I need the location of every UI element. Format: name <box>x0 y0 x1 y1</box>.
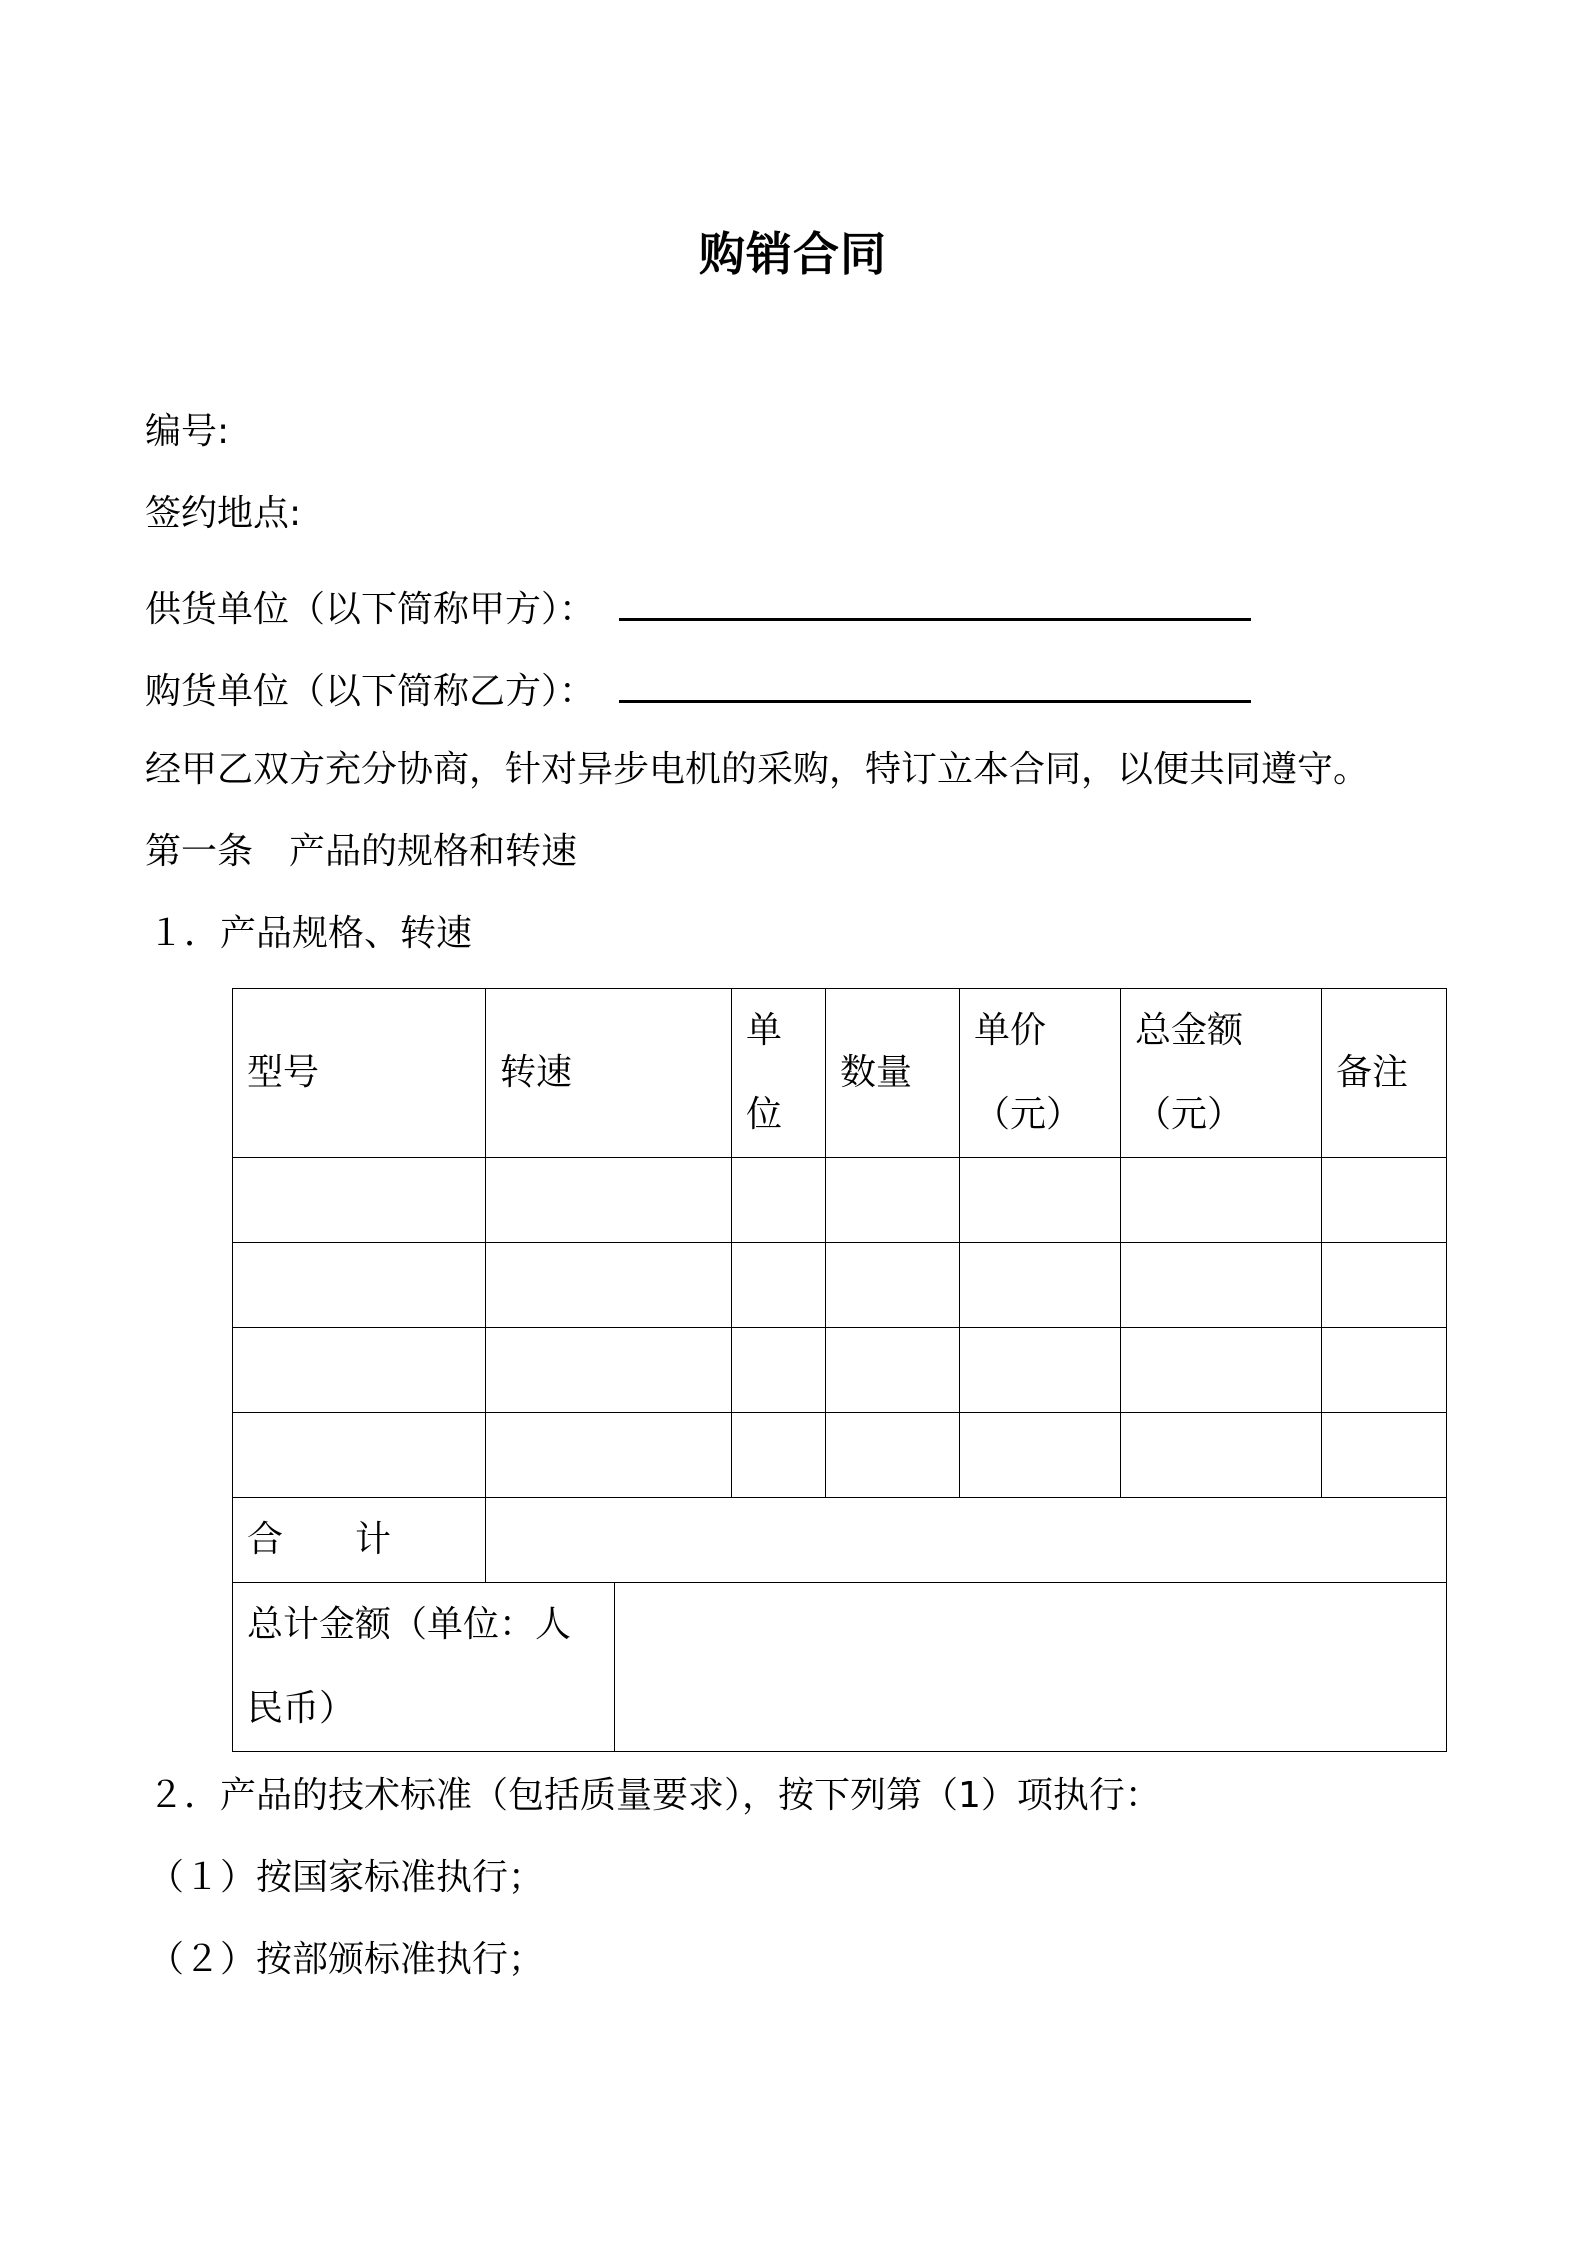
table-cell[interactable] <box>826 1158 960 1243</box>
contract-number-label: 编号: <box>145 411 230 452</box>
header-price-line1: 单价 <box>974 1010 1047 1051</box>
header-total-amount <box>1121 989 1322 1158</box>
table-cell[interactable] <box>1121 1328 1322 1413</box>
buyer-line <box>145 664 1251 714</box>
intro-paragraph: 经甲乙双方充分协商，针对异步电机的采购，特订立本合同，以便共同遵守。 <box>145 749 1370 790</box>
table-cell[interactable] <box>960 1413 1121 1498</box>
table-cell[interactable] <box>1322 1413 1447 1498</box>
table-row <box>233 1243 1447 1328</box>
table-cell[interactable] <box>1322 1158 1447 1243</box>
buyer-label: 购货单位（以下简称乙方）： <box>145 671 596 712</box>
header-unit-line2: 位 <box>746 1094 783 1135</box>
buyer-blank-field[interactable] <box>619 664 1251 703</box>
table-cell[interactable] <box>486 1243 732 1328</box>
table-row <box>233 1158 1447 1243</box>
option-2: （２）按部颁标准执行； <box>148 1939 545 1980</box>
header-unit <box>732 989 826 1158</box>
grand-total-value-cell[interactable] <box>615 1583 1447 1752</box>
table-cell[interactable] <box>1322 1328 1447 1413</box>
table-row <box>233 1413 1447 1498</box>
table-cell[interactable] <box>1121 1158 1322 1243</box>
table-cell[interactable] <box>732 1328 826 1413</box>
table-cell[interactable] <box>732 1413 826 1498</box>
signing-place-label: 签约地点: <box>145 493 302 534</box>
item-2-heading: ２．产品的技术标准（包括质量要求），按下列第（1）项执行： <box>148 1775 1161 1816</box>
table-cell[interactable] <box>732 1158 826 1243</box>
table-cell[interactable] <box>1121 1413 1322 1498</box>
table-cell[interactable] <box>826 1413 960 1498</box>
item-1-heading: １．产品规格、转速 <box>148 913 473 954</box>
table-row <box>233 1328 1447 1413</box>
table-cell[interactable] <box>732 1243 826 1328</box>
header-total-line2: （元） <box>1135 1094 1244 1135</box>
table-cell[interactable] <box>826 1243 960 1328</box>
header-unit-price <box>960 989 1121 1158</box>
table-cell[interactable] <box>1121 1243 1322 1328</box>
article-1-title: 产品的规格和转速 <box>289 831 578 872</box>
header-speed: 转速 <box>486 989 732 1158</box>
article-1-heading <box>145 830 577 874</box>
table-cell[interactable] <box>233 1158 486 1243</box>
option-1: （１）按国家标准执行； <box>148 1857 545 1898</box>
subtotal-value-cell[interactable] <box>486 1498 1447 1583</box>
table-cell[interactable] <box>486 1158 732 1243</box>
subtotal-label: 合 计 <box>233 1498 486 1583</box>
table-cell[interactable] <box>233 1243 486 1328</box>
subtotal-row <box>233 1498 1447 1583</box>
supplier-blank-field[interactable] <box>619 582 1251 621</box>
header-model: 型号 <box>233 989 486 1158</box>
header-remark: 备注 <box>1322 989 1447 1158</box>
document-title: 购销合同 <box>699 227 887 281</box>
table-cell[interactable] <box>486 1413 732 1498</box>
header-quantity: 数量 <box>826 989 960 1158</box>
product-spec-table <box>232 988 1447 1752</box>
table-cell[interactable] <box>960 1243 1121 1328</box>
table-cell[interactable] <box>233 1413 486 1498</box>
table-cell[interactable] <box>1322 1243 1447 1328</box>
grand-total-row <box>233 1583 1447 1752</box>
supplier-label: 供货单位（以下简称甲方）： <box>145 589 596 630</box>
table-cell[interactable] <box>486 1328 732 1413</box>
table-cell[interactable] <box>233 1328 486 1413</box>
header-total-line1: 总金额 <box>1135 1010 1244 1051</box>
table-cell[interactable] <box>826 1328 960 1413</box>
table-header-row <box>233 989 1447 1158</box>
supplier-line <box>145 582 1251 632</box>
table-cell[interactable] <box>960 1328 1121 1413</box>
header-price-line2: （元） <box>974 1094 1083 1135</box>
grand-total-label: 总计金额（单位：人民币） <box>233 1583 615 1752</box>
table-cell[interactable] <box>960 1158 1121 1243</box>
header-unit-line1: 单 <box>746 1010 783 1051</box>
article-1-number: 第一条 <box>145 831 254 872</box>
